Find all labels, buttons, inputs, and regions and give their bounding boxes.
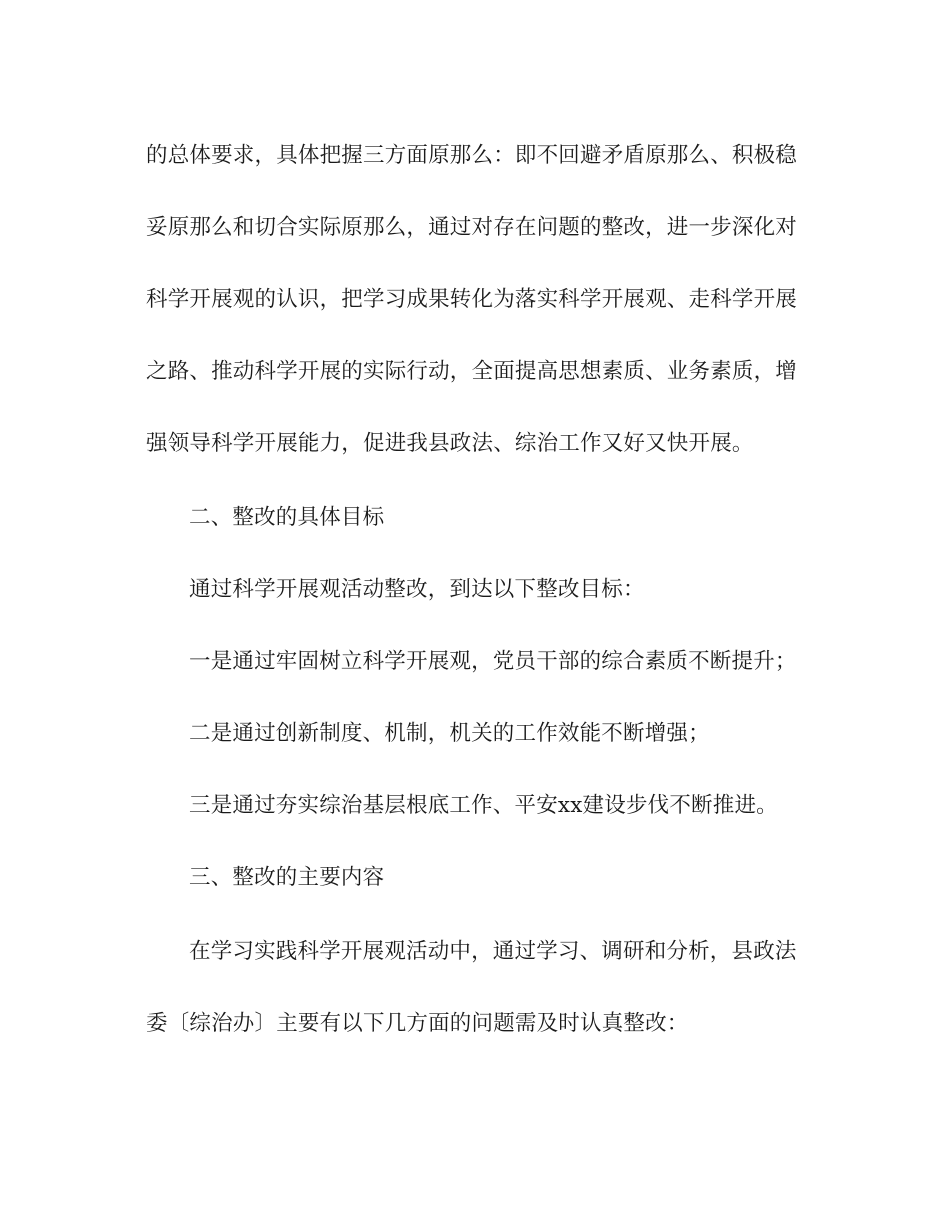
paragraph-line: 的总体要求，具体把握三方面原那么：即不回避矛盾原那么、积极稳 [146, 143, 798, 168]
paragraph-line: 之路、推动科学开展的实际行动，全面提高思想素质、业务素质，增 [146, 359, 798, 384]
paragraph-line: 通过科学开展观活动整改，到达以下整改目标： [189, 577, 645, 602]
paragraph-line: 妥原那么和切合实际原那么，通过对存在问题的整改，进一步深化对 [146, 215, 798, 240]
section-heading: 三、整改的主要内容 [189, 865, 385, 890]
list-item: 三是通过夯实综治基层根底工作、平安xx建设步伐不断推进。 [189, 793, 778, 818]
paragraph-line: 在学习实践科学开展观活动中，通过学习、调研和分析，县政法 [189, 939, 797, 964]
paragraph-line: 委〔综治办〕主要有以下几方面的问题需及时认真整改： [146, 1011, 689, 1036]
paragraph-line: 科学开展观的认识，把学习成果转化为落实科学开展观、走科学开展 [146, 287, 798, 312]
section-heading: 二、整改的具体目标 [189, 505, 385, 530]
list-item: 一是通过牢固树立科学开展观，党员干部的综合素质不断提升； [189, 649, 797, 674]
paragraph-line: 强领导科学开展能力，促进我县政法、综治工作又好又快开展。 [146, 431, 754, 456]
list-item: 二是通过创新制度、机制，机关的工作效能不断增强； [189, 721, 710, 746]
